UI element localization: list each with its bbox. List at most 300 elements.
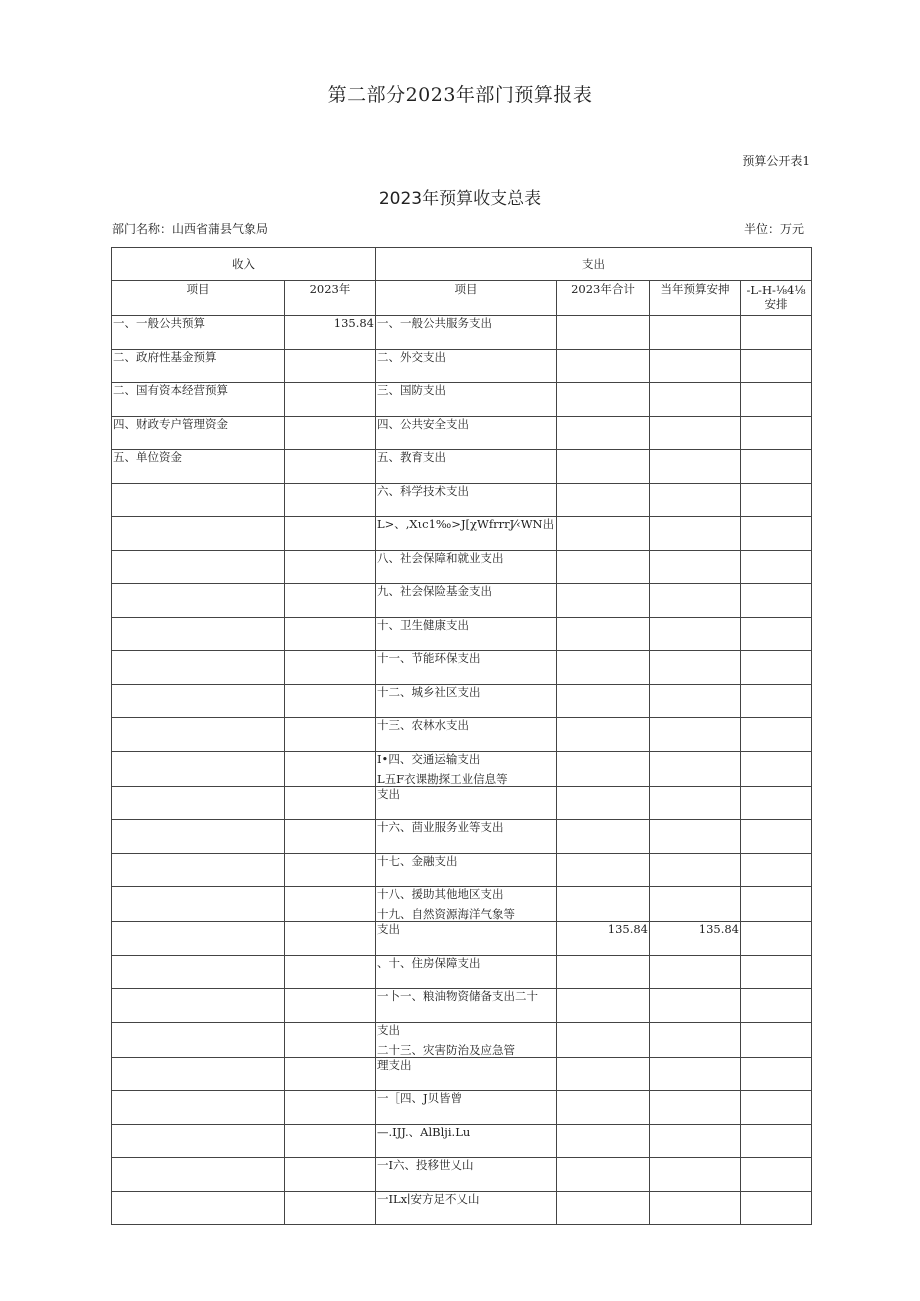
expense-total-cell bbox=[557, 1124, 650, 1158]
table-row bbox=[112, 1191, 812, 1225]
expense-total-cell bbox=[557, 617, 650, 651]
expense-item-cell bbox=[376, 517, 557, 551]
expense-other-cell-text bbox=[742, 551, 810, 552]
expense-total-cell-text bbox=[558, 417, 648, 418]
expense-other-cell bbox=[741, 316, 812, 350]
income-item-cell-text bbox=[113, 1058, 283, 1059]
expense-item-cell-text: 支出 bbox=[377, 786, 400, 801]
income-amount-cell bbox=[285, 383, 376, 417]
expense-current-cell bbox=[650, 416, 741, 450]
income-amount-cell bbox=[285, 584, 376, 618]
expense-item-cell bbox=[376, 617, 557, 651]
expense-item-cell-text-2: 二十三、灾害防治及应急管 bbox=[377, 1042, 515, 1057]
income-amount-cell-text bbox=[286, 383, 374, 384]
expense-other-cell-text bbox=[742, 1125, 810, 1126]
income-amount-cell bbox=[285, 955, 376, 989]
table-row bbox=[112, 617, 812, 651]
expense-current-cell bbox=[650, 922, 741, 956]
expense-current-cell bbox=[650, 1124, 741, 1158]
expense-other-cell bbox=[741, 1057, 812, 1091]
expense-other-cell bbox=[741, 517, 812, 551]
table-row bbox=[112, 684, 812, 718]
expense-current-cell bbox=[650, 383, 741, 417]
expense-other-cell-text bbox=[742, 383, 810, 384]
expense-total-cell bbox=[557, 416, 650, 450]
expense-item-cell bbox=[376, 1057, 557, 1091]
expense-item-cell-text: 支出 bbox=[377, 1022, 400, 1037]
expense-current-cell-text bbox=[651, 718, 739, 719]
income-item-cell-text bbox=[113, 618, 283, 619]
income-item-cell bbox=[112, 1091, 285, 1125]
expense-total-cell-text bbox=[558, 584, 648, 585]
income-item-cell-text: 四、财政专户管理资金 bbox=[113, 416, 228, 431]
expense-total-cell-text bbox=[558, 517, 648, 518]
expense-other-cell bbox=[741, 853, 812, 887]
expense-current-cell bbox=[650, 316, 741, 350]
expense-item-cell-text: 理支出 bbox=[377, 1057, 412, 1072]
table-row bbox=[112, 1124, 812, 1158]
table-row bbox=[112, 349, 812, 383]
expense-other-cell bbox=[741, 416, 812, 450]
expense-item-cell-text: 一卜一、粮油物资储备支出二十 bbox=[377, 989, 538, 1003]
expense-current-cell-text bbox=[651, 1058, 739, 1059]
col-expense-total: 2023年合计 bbox=[557, 281, 650, 316]
table-row bbox=[112, 751, 812, 786]
income-amount-cell bbox=[285, 651, 376, 685]
expense-item-cell-text: 三、国防支出 bbox=[377, 383, 446, 397]
expense-current-cell-text: 135.84 bbox=[698, 922, 739, 936]
income-amount-cell-text bbox=[286, 820, 374, 821]
expense-other-cell bbox=[741, 383, 812, 417]
expense-item-cell-text: 十、卫生健康支出 bbox=[377, 617, 469, 632]
expense-current-cell bbox=[650, 955, 741, 989]
expense-other-cell bbox=[741, 955, 812, 989]
expense-item-cell bbox=[376, 450, 557, 484]
expense-total-cell-text bbox=[558, 1023, 648, 1024]
income-amount-cell-text bbox=[286, 618, 374, 619]
income-amount-cell-text bbox=[286, 956, 374, 957]
expense-other-cell-text bbox=[742, 417, 810, 418]
expense-other-cell-text bbox=[742, 517, 810, 518]
expense-current-cell bbox=[650, 617, 741, 651]
expense-total-cell bbox=[557, 887, 650, 922]
expense-total-cell bbox=[557, 349, 650, 383]
expense-current-cell-text bbox=[651, 417, 739, 418]
income-amount-cell bbox=[285, 1124, 376, 1158]
expense-total-cell bbox=[557, 718, 650, 752]
income-item-cell-text bbox=[113, 1158, 283, 1159]
expense-total-cell-text bbox=[558, 752, 648, 753]
income-amount-cell bbox=[285, 1091, 376, 1125]
expense-total-cell bbox=[557, 955, 650, 989]
expense-current-cell-text bbox=[651, 820, 739, 821]
expense-item-cell-text: 四、公共安全支出 bbox=[377, 416, 469, 431]
income-amount-cell-text bbox=[286, 1192, 374, 1193]
income-amount-cell bbox=[285, 349, 376, 383]
group-header-row bbox=[112, 248, 812, 281]
expense-current-cell-text bbox=[651, 551, 739, 552]
income-item-cell bbox=[112, 922, 285, 956]
expense-total-cell-text bbox=[558, 956, 648, 957]
expense-total-cell-text bbox=[558, 1091, 648, 1092]
expense-total-cell bbox=[557, 989, 650, 1023]
expense-current-cell bbox=[650, 853, 741, 887]
income-header: 收入 bbox=[112, 248, 376, 281]
expense-current-cell-text bbox=[651, 989, 739, 990]
expense-total-cell bbox=[557, 786, 650, 820]
table-row bbox=[112, 853, 812, 887]
expense-item-cell-text: 八、社会保障和就业支出 bbox=[377, 550, 504, 565]
expense-current-cell bbox=[650, 1191, 741, 1225]
expense-total-cell bbox=[557, 1057, 650, 1091]
income-item-cell bbox=[112, 1057, 285, 1091]
income-amount-cell bbox=[285, 820, 376, 854]
expense-total-cell bbox=[557, 316, 650, 350]
expense-item-cell bbox=[376, 316, 557, 350]
expense-current-cell bbox=[650, 517, 741, 551]
table-row bbox=[112, 483, 812, 517]
table-row bbox=[112, 989, 812, 1023]
income-item-cell bbox=[112, 853, 285, 887]
expense-total-cell bbox=[557, 550, 650, 584]
income-item-cell bbox=[112, 786, 285, 820]
expense-current-cell bbox=[650, 718, 741, 752]
income-item-cell bbox=[112, 887, 285, 922]
income-amount-cell bbox=[285, 922, 376, 956]
table-row bbox=[112, 651, 812, 685]
expense-total-cell-text bbox=[558, 1192, 648, 1193]
table-row bbox=[112, 517, 812, 551]
income-item-cell-text bbox=[113, 551, 283, 552]
expense-item-cell bbox=[376, 718, 557, 752]
expense-other-cell-text bbox=[742, 484, 810, 485]
expense-total-cell bbox=[557, 922, 650, 956]
income-item-cell bbox=[112, 450, 285, 484]
expense-current-cell-text bbox=[651, 854, 739, 855]
expense-item-cell bbox=[376, 853, 557, 887]
expense-total-cell bbox=[557, 651, 650, 685]
expense-item-cell-text: 、十、住房保障支出 bbox=[377, 955, 481, 970]
income-item-cell-text bbox=[113, 517, 283, 518]
expense-total-cell bbox=[557, 450, 650, 484]
income-amount-cell-text bbox=[286, 887, 374, 888]
income-item-cell-text bbox=[113, 651, 283, 652]
expense-item-cell-text: 一［四、J贝皆曾 bbox=[377, 1091, 463, 1105]
income-amount-cell bbox=[285, 1057, 376, 1091]
income-item-cell-text bbox=[113, 685, 283, 686]
expense-current-cell-text bbox=[651, 1192, 739, 1193]
expense-current-cell-text bbox=[651, 450, 739, 451]
expense-current-cell bbox=[650, 483, 741, 517]
expense-item-cell-text: 支出 bbox=[377, 922, 400, 936]
table-row bbox=[112, 584, 812, 618]
expense-current-cell-text bbox=[651, 618, 739, 619]
expense-current-cell bbox=[650, 820, 741, 854]
expense-current-cell-text bbox=[651, 1023, 739, 1024]
table-row bbox=[112, 922, 812, 956]
expense-item-cell-text: 十三、农林水支出 bbox=[377, 718, 469, 732]
expense-total-cell-text bbox=[558, 1058, 648, 1059]
expense-other-cell-text bbox=[742, 584, 810, 585]
income-amount-cell-text bbox=[286, 1023, 374, 1024]
expense-other-cell bbox=[741, 483, 812, 517]
expense-item-cell bbox=[376, 922, 557, 956]
income-amount-cell bbox=[285, 887, 376, 922]
expense-other-cell bbox=[741, 922, 812, 956]
expense-other-cell bbox=[741, 684, 812, 718]
expense-total-cell bbox=[557, 517, 650, 551]
col-income-amount: 2023年 bbox=[285, 281, 376, 316]
expense-item-cell bbox=[376, 751, 557, 786]
income-amount-cell bbox=[285, 550, 376, 584]
income-amount-cell bbox=[285, 786, 376, 820]
income-amount-cell bbox=[285, 483, 376, 517]
expense-item-cell bbox=[376, 1091, 557, 1125]
expense-item-cell bbox=[376, 955, 557, 989]
expense-item-cell-text: 一ILx∣安方足不乂山 bbox=[377, 1191, 480, 1206]
col-expense-item: 项目 bbox=[376, 281, 557, 316]
income-item-cell-text: 五、单位资金 bbox=[113, 450, 182, 464]
income-amount-cell-text bbox=[286, 551, 374, 552]
income-amount-cell bbox=[285, 1158, 376, 1192]
expense-other-cell bbox=[741, 1124, 812, 1158]
income-item-cell bbox=[112, 751, 285, 786]
expense-other-cell-text bbox=[742, 718, 810, 719]
expense-other-cell-text bbox=[742, 989, 810, 990]
income-item-cell-text bbox=[113, 956, 283, 957]
expense-current-cell-text bbox=[651, 517, 739, 518]
income-amount-cell-text bbox=[286, 450, 374, 451]
expense-total-cell-text bbox=[558, 383, 648, 384]
document-title: 第二部分2023年部门预算报表 bbox=[327, 84, 593, 106]
expense-item-cell bbox=[376, 684, 557, 718]
income-item-cell bbox=[112, 651, 285, 685]
table-row bbox=[112, 450, 812, 484]
expense-other-cell-text bbox=[742, 1023, 810, 1024]
expense-item-cell-text: —.IJJ.、AlBlji.Lu bbox=[377, 1124, 471, 1139]
expense-other-cell bbox=[741, 617, 812, 651]
expense-current-cell bbox=[650, 651, 741, 685]
expense-total-cell-text bbox=[558, 854, 648, 855]
expense-other-cell-text bbox=[742, 956, 810, 957]
expense-item-cell bbox=[376, 383, 557, 417]
expense-item-cell-text: 五、教育支出 bbox=[377, 450, 446, 464]
income-item-cell bbox=[112, 416, 285, 450]
expense-total-cell bbox=[557, 684, 650, 718]
table-row bbox=[112, 820, 812, 854]
expense-other-cell bbox=[741, 887, 812, 922]
income-amount-cell-text bbox=[286, 417, 374, 418]
expense-current-cell-text bbox=[651, 350, 739, 351]
table-row bbox=[112, 1158, 812, 1192]
income-amount-cell bbox=[285, 450, 376, 484]
expense-current-cell bbox=[650, 751, 741, 786]
income-item-cell bbox=[112, 483, 285, 517]
expense-total-cell bbox=[557, 1022, 650, 1057]
income-amount-cell-text bbox=[286, 787, 374, 788]
income-item-cell bbox=[112, 989, 285, 1023]
expense-current-cell-text bbox=[651, 584, 739, 585]
expense-item-cell bbox=[376, 651, 557, 685]
expense-current-cell bbox=[650, 786, 741, 820]
income-amount-cell-text bbox=[286, 584, 374, 585]
expense-other-cell-text bbox=[742, 685, 810, 686]
expense-other-cell bbox=[741, 751, 812, 786]
expense-item-cell-text: 一、一般公共服务支出 bbox=[377, 316, 492, 330]
expense-item-cell bbox=[376, 887, 557, 922]
expense-total-cell-text bbox=[558, 685, 648, 686]
income-item-cell-text: 一、一般公共预算 bbox=[113, 316, 205, 330]
expense-item-cell-text: 十八、援助其他地区支出 bbox=[377, 887, 504, 901]
expense-current-cell bbox=[650, 1057, 741, 1091]
expense-item-cell-text: 十六、茴业服务业等支出 bbox=[377, 820, 504, 834]
income-item-cell bbox=[112, 617, 285, 651]
expense-total-cell bbox=[557, 584, 650, 618]
expense-total-cell-text bbox=[558, 820, 648, 821]
expense-current-cell bbox=[650, 1091, 741, 1125]
expense-item-cell bbox=[376, 1022, 557, 1057]
income-item-cell bbox=[112, 1158, 285, 1192]
expense-other-cell-text bbox=[742, 1058, 810, 1059]
expense-other-cell bbox=[741, 1158, 812, 1192]
expense-current-cell-text bbox=[651, 685, 739, 686]
expense-total-cell-text bbox=[558, 618, 648, 619]
income-item-cell-text bbox=[113, 989, 283, 990]
expense-other-cell bbox=[741, 349, 812, 383]
expense-other-cell bbox=[741, 1022, 812, 1057]
expense-other-cell bbox=[741, 989, 812, 1023]
income-amount-cell-text bbox=[286, 350, 374, 351]
income-amount-cell-text bbox=[286, 1091, 374, 1092]
expense-item-cell bbox=[376, 550, 557, 584]
expense-item-cell bbox=[376, 1191, 557, 1225]
table-row bbox=[112, 316, 812, 350]
expense-current-cell bbox=[650, 550, 741, 584]
expense-total-cell bbox=[557, 853, 650, 887]
expense-total-cell-text bbox=[558, 350, 648, 351]
expense-current-cell bbox=[650, 450, 741, 484]
expense-current-cell-text bbox=[651, 787, 739, 788]
expense-item-cell bbox=[376, 416, 557, 450]
expense-current-cell bbox=[650, 349, 741, 383]
income-amount-cell-text: 135.84 bbox=[333, 316, 374, 330]
expense-total-cell-text bbox=[558, 718, 648, 719]
table-row bbox=[112, 1091, 812, 1125]
table-row bbox=[112, 887, 812, 922]
income-item-cell-text bbox=[113, 820, 283, 821]
col-income-item: 项目 bbox=[112, 281, 285, 316]
income-amount-cell-text bbox=[286, 1158, 374, 1159]
expense-header: 支出 bbox=[376, 248, 812, 281]
income-amount-cell-text bbox=[286, 718, 374, 719]
expense-current-cell-text bbox=[651, 383, 739, 384]
expense-current-cell bbox=[650, 684, 741, 718]
income-amount-cell-text bbox=[286, 922, 374, 923]
income-item-cell-text bbox=[113, 752, 283, 753]
expense-item-cell bbox=[376, 1124, 557, 1158]
table-row bbox=[112, 955, 812, 989]
expense-other-cell bbox=[741, 584, 812, 618]
expense-other-cell bbox=[741, 1091, 812, 1125]
expense-item-cell-text: 二、外交支出 bbox=[377, 349, 446, 364]
expense-other-cell-text bbox=[742, 1158, 810, 1159]
expense-total-cell-text bbox=[558, 651, 648, 652]
table-row bbox=[112, 416, 812, 450]
expense-total-cell-text bbox=[558, 450, 648, 451]
income-amount-cell-text bbox=[286, 651, 374, 652]
income-item-cell bbox=[112, 584, 285, 618]
expense-item-cell-text-2: 十九、自然资源海洋气象等 bbox=[377, 907, 515, 921]
income-item-cell bbox=[112, 1191, 285, 1225]
income-amount-cell-text bbox=[286, 989, 374, 990]
expense-item-cell-text: 六、科学技术支出 bbox=[377, 483, 469, 498]
table-row bbox=[112, 1057, 812, 1091]
expense-total-cell bbox=[557, 1091, 650, 1125]
expense-total-cell-text bbox=[558, 316, 648, 317]
income-amount-cell bbox=[285, 1191, 376, 1225]
expense-total-cell-text bbox=[558, 887, 648, 888]
expense-item-cell-text: 九、社会保险基金支出 bbox=[377, 584, 492, 598]
expense-other-cell bbox=[741, 820, 812, 854]
income-item-cell bbox=[112, 517, 285, 551]
expense-other-cell-text bbox=[742, 316, 810, 317]
expense-current-cell-text bbox=[651, 651, 739, 652]
income-item-cell bbox=[112, 316, 285, 350]
expense-other-cell bbox=[741, 450, 812, 484]
income-item-cell bbox=[112, 1124, 285, 1158]
expense-item-cell-text: 十二、城乡社区支出 bbox=[377, 684, 481, 699]
column-header-row bbox=[112, 281, 812, 316]
expense-current-cell bbox=[650, 1022, 741, 1057]
expense-current-cell bbox=[650, 887, 741, 922]
expense-item-cell-text: 一I六、投移世乂山 bbox=[377, 1158, 474, 1172]
expense-other-cell-text bbox=[742, 450, 810, 451]
expense-total-cell-text bbox=[558, 1125, 648, 1126]
expense-other-cell bbox=[741, 1191, 812, 1225]
expense-other-cell-text bbox=[742, 1192, 810, 1193]
expense-other-cell-text bbox=[742, 752, 810, 753]
income-item-cell bbox=[112, 955, 285, 989]
expense-current-cell-text bbox=[651, 1091, 739, 1092]
expense-item-cell bbox=[376, 820, 557, 854]
expense-item-cell-text: 十七、金融支出 bbox=[377, 853, 458, 868]
income-item-cell-text: 二、国有资本经营预算 bbox=[113, 383, 228, 397]
expense-total-cell-text bbox=[558, 551, 648, 552]
unit-label: 半位：万元 bbox=[743, 222, 804, 236]
income-item-cell bbox=[112, 349, 285, 383]
expense-other-cell-text bbox=[742, 1091, 810, 1092]
income-amount-cell bbox=[285, 316, 376, 350]
income-item-cell bbox=[112, 383, 285, 417]
table-row bbox=[112, 550, 812, 584]
expense-total-cell bbox=[557, 820, 650, 854]
table-row bbox=[112, 786, 812, 820]
expense-other-cell bbox=[741, 550, 812, 584]
income-item-cell-text bbox=[113, 484, 283, 485]
income-amount-cell bbox=[285, 517, 376, 551]
expense-current-cell-text bbox=[651, 316, 739, 317]
expense-item-cell-text: 十一、节能环保支出 bbox=[377, 651, 481, 665]
expense-total-cell bbox=[557, 1158, 650, 1192]
expense-item-cell-text-2: L五F衣课勘探工业信息等 bbox=[377, 771, 508, 786]
expense-current-cell bbox=[650, 1158, 741, 1192]
income-item-cell-text bbox=[113, 922, 283, 923]
income-item-cell-text bbox=[113, 1023, 283, 1024]
expense-total-cell bbox=[557, 483, 650, 517]
expense-other-cell-text bbox=[742, 350, 810, 351]
expense-current-cell bbox=[650, 989, 741, 1023]
expense-total-cell-text bbox=[558, 1158, 648, 1159]
